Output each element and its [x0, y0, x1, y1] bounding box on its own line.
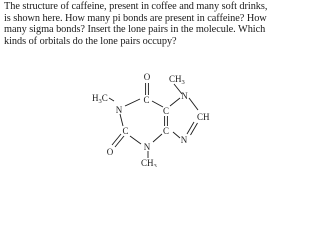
- atom-carbon-c6: C: [143, 95, 150, 105]
- atom-nitrogen-n1: N: [115, 105, 123, 115]
- atom-carbon-c4: C: [162, 126, 170, 136]
- bond-c6-c5: [152, 101, 163, 107]
- bond-n3-c2: [130, 136, 141, 144]
- atom-nitrogen-n9: N: [180, 135, 188, 145]
- bond-n9-c4: [173, 132, 180, 138]
- methyl-n7-label: [169, 74, 185, 86]
- methyl-n1-label: [92, 93, 108, 105]
- bond-c8-n9-1: [187, 122, 194, 134]
- atom-oxygen-left: O: [106, 147, 114, 157]
- atom-nitrogen-n3: N: [143, 142, 151, 152]
- methyl-n1-h: H: [92, 93, 99, 103]
- methyl-n1-c: C: [101, 93, 108, 103]
- bond-n1-ch3: [109, 98, 114, 101]
- atom-oxygen-top: O: [143, 72, 151, 82]
- bond-c4-n3: [153, 134, 162, 142]
- bond-n1-c6: [125, 99, 140, 106]
- question-line-2: is shown here. How many pi bonds are present in caffeine? How: [4, 12, 267, 24]
- methyl-n7-ch: CH: [169, 74, 182, 84]
- bond-c8-n9-2: [191, 123, 198, 135]
- methyl-n3-ch: CH: [141, 158, 154, 167]
- atom-carbon-c2: C: [122, 126, 129, 136]
- methyl-n3-label: [141, 158, 157, 167]
- question-line-1: The structure of caffeine, present in coffee and many soft drinks,: [4, 1, 268, 12]
- bond-c5-n7: [170, 98, 180, 106]
- atom-nitrogen-n7: N: [181, 91, 188, 101]
- atom-carbon-c8: CH: [197, 112, 210, 122]
- bond-c2-n1: [120, 114, 123, 126]
- methyl-n1-sub: 3: [98, 98, 102, 105]
- methyl-n7-sub: 3: [181, 79, 185, 86]
- question-line-3: many sigma bonds? Insert the lone pairs in the molecule. Which: [4, 24, 266, 35]
- bond-n7-c8: [189, 98, 198, 110]
- bond-c2-o-2: [115, 136, 124, 147]
- atom-carbon-c5: C: [162, 106, 170, 116]
- methyl-n3-sub: 3: [153, 163, 157, 167]
- question-line-4: kinds of orbitals do the lone pairs occupy?: [4, 35, 177, 47]
- bond-c2-o-1: [112, 134, 121, 145]
